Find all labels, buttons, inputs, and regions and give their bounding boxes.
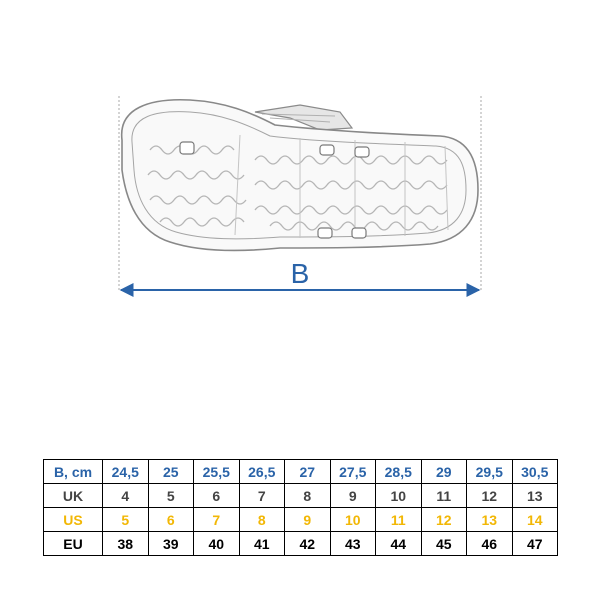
- size-cell: 27: [285, 460, 331, 484]
- size-cell: 39: [148, 532, 194, 556]
- row-label: B, cm: [44, 460, 103, 484]
- row-label: UK: [44, 484, 103, 508]
- size-cell: 13: [512, 484, 558, 508]
- size-cell: 46: [467, 532, 513, 556]
- size-cell: 38: [103, 532, 149, 556]
- size-row-uk: [44, 484, 558, 508]
- size-cell: 5: [103, 508, 149, 532]
- size-cell: 7: [194, 508, 240, 532]
- size-cell: 45: [421, 532, 467, 556]
- size-cell: 11: [376, 508, 422, 532]
- size-chart-table: [43, 459, 558, 556]
- size-cell: 27,5: [330, 460, 376, 484]
- size-cell: 8: [285, 484, 331, 508]
- size-cell: 42: [285, 532, 331, 556]
- size-cell: 28,5: [376, 460, 422, 484]
- size-cell: 47: [512, 532, 558, 556]
- size-cell: 43: [330, 532, 376, 556]
- size-cell: 9: [330, 484, 376, 508]
- size-cell: 24,5: [103, 460, 149, 484]
- size-row-us: [44, 508, 558, 532]
- size-cell: 10: [376, 484, 422, 508]
- size-cell: 9: [285, 508, 331, 532]
- size-cell: 12: [467, 484, 513, 508]
- row-label: US: [44, 508, 103, 532]
- size-row-cm: [44, 460, 558, 484]
- dimension-label: B: [290, 258, 310, 289]
- size-cell: 14: [512, 508, 558, 532]
- size-cell: 10: [330, 508, 376, 532]
- size-cell: 30,5: [512, 460, 558, 484]
- size-cell: 29: [421, 460, 467, 484]
- size-cell: 5: [148, 484, 194, 508]
- size-cell: 6: [148, 508, 194, 532]
- size-row-eu: [44, 532, 558, 556]
- size-cell: 11: [421, 484, 467, 508]
- size-cell: 6: [194, 484, 240, 508]
- size-cell: 41: [239, 532, 285, 556]
- size-cell: 25: [148, 460, 194, 484]
- size-cell: 4: [103, 484, 149, 508]
- size-cell: 7: [239, 484, 285, 508]
- size-cell: 40: [194, 532, 240, 556]
- size-cell: 44: [376, 532, 422, 556]
- size-cell: 25,5: [194, 460, 240, 484]
- size-cell: 26,5: [239, 460, 285, 484]
- size-cell: 13: [467, 508, 513, 532]
- size-cell: 29,5: [467, 460, 513, 484]
- size-cell: 12: [421, 508, 467, 532]
- size-cell: 8: [239, 508, 285, 532]
- row-label: EU: [44, 532, 103, 556]
